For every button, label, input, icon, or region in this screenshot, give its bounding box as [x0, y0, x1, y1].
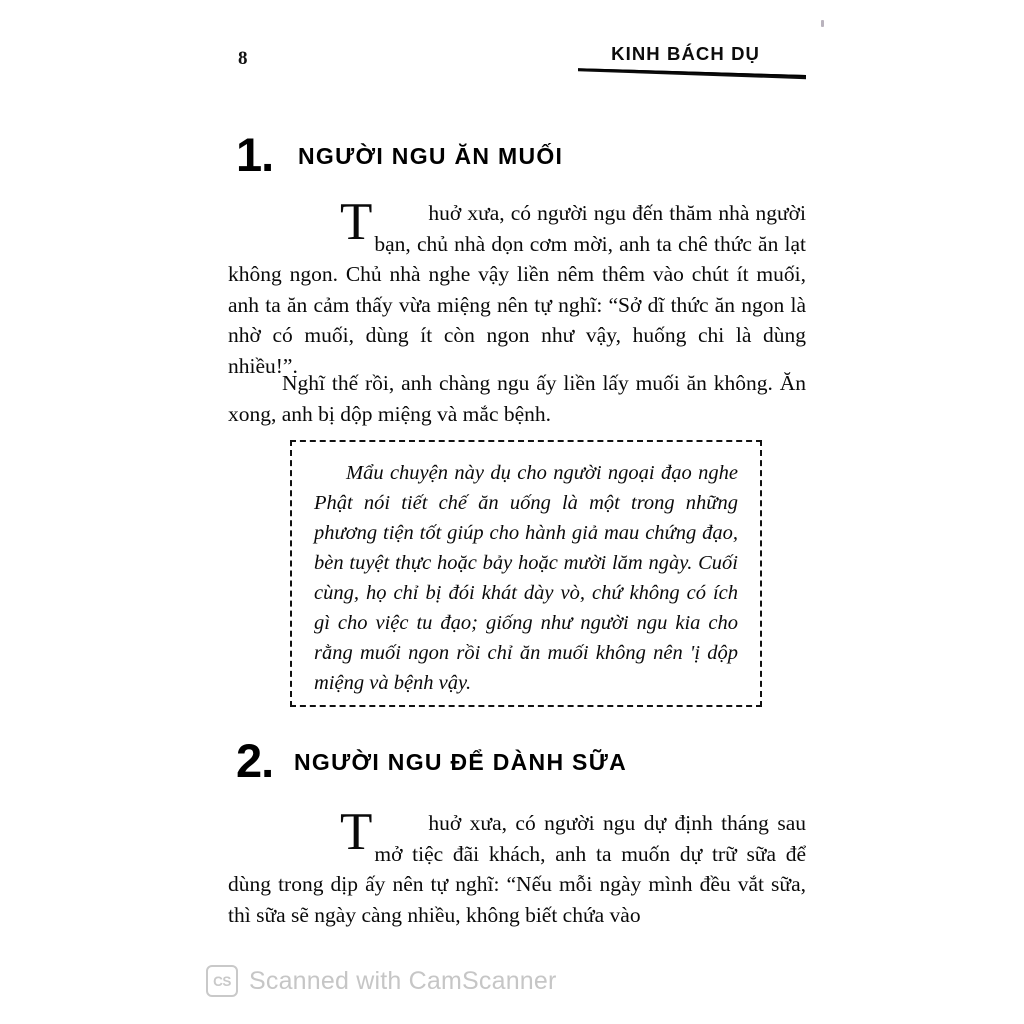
section-title-2: NGƯỜI NGU ĐỂ DÀNH SỮA — [294, 749, 627, 775]
commentary-box — [290, 440, 762, 707]
commentary-text: Mẩu chuyện này dụ cho người ngoại đạo nghe Phật nói tiết chế ăn uống là một trong những phương tiện tốt giúp cho hành giả mau chứng đạo, bèn tuyệt thực hoặc bảy hoặc mười lăm ngày. Cuối cùng, họ chỉ bị đói khát dày vò, chứ không có ích gì cho việc tu đạo; giống như người ngu kia cho rằng muối ngon rồi chỉ ăn muối không nên 'ị dộp miệng và bệnh vậy. — [314, 462, 738, 694]
body-paragraph-3 — [228, 803, 806, 930]
camscanner-logo-icon: CS — [206, 965, 238, 997]
running-header-title: KINH BÁCH DỤ — [611, 43, 760, 64]
page-number: 8 — [238, 48, 248, 69]
drop-cap-1: T — [340, 193, 373, 251]
body-paragraph-2 — [228, 368, 806, 429]
running-header — [228, 40, 806, 86]
section-number-1: 1. — [236, 128, 274, 181]
header-rule-decoration — [578, 66, 806, 80]
drop-cap-2: T — [340, 803, 373, 861]
paragraph-text-1: huở xưa, có người ngu đến thăm nhà người bạn, chủ nhà dọn cơm mời, anh ta chê thức ăn lạt không ngon. Chủ nhà nghe vậy liền nêm thêm vào chút ít muối, anh ta ăn cảm thấy vừa miệng nên tự nghĩ: “Sở dĩ thức ăn ngon là nhờ có muối, dùng ít còn ngon như vậy, huống chi là dùng nhiều!”. — [228, 201, 806, 378]
paragraph-text-2: Nghĩ thế rồi, anh chàng ngu ấy liền lấy muối ăn không. Ăn xong, anh bị dộp miệng và mắc bệnh. — [228, 371, 806, 426]
section-number-2: 2. — [236, 734, 274, 787]
paragraph-text-3: huở xưa, có người ngu dự định tháng sau mở tiệc đãi khách, anh ta muốn dự trữ sữa để dùng trong dịp ấy nên tự nghĩ: “Nếu mỗi ngày mình đều vắt sữa, thì sữa sẽ ngày càng nhiều, không biết chứa vào — [228, 811, 806, 927]
section-title-1: NGƯỜI NGU ĂN MUỐI — [298, 143, 564, 169]
body-paragraph-1 — [228, 193, 806, 381]
section-heading-2 — [236, 732, 816, 787]
camscanner-watermark — [206, 965, 557, 997]
section-heading-1 — [236, 126, 816, 181]
camscanner-watermark-label: Scanned with CamScanner — [249, 966, 557, 995]
scan-artifact-speck — [821, 20, 824, 27]
